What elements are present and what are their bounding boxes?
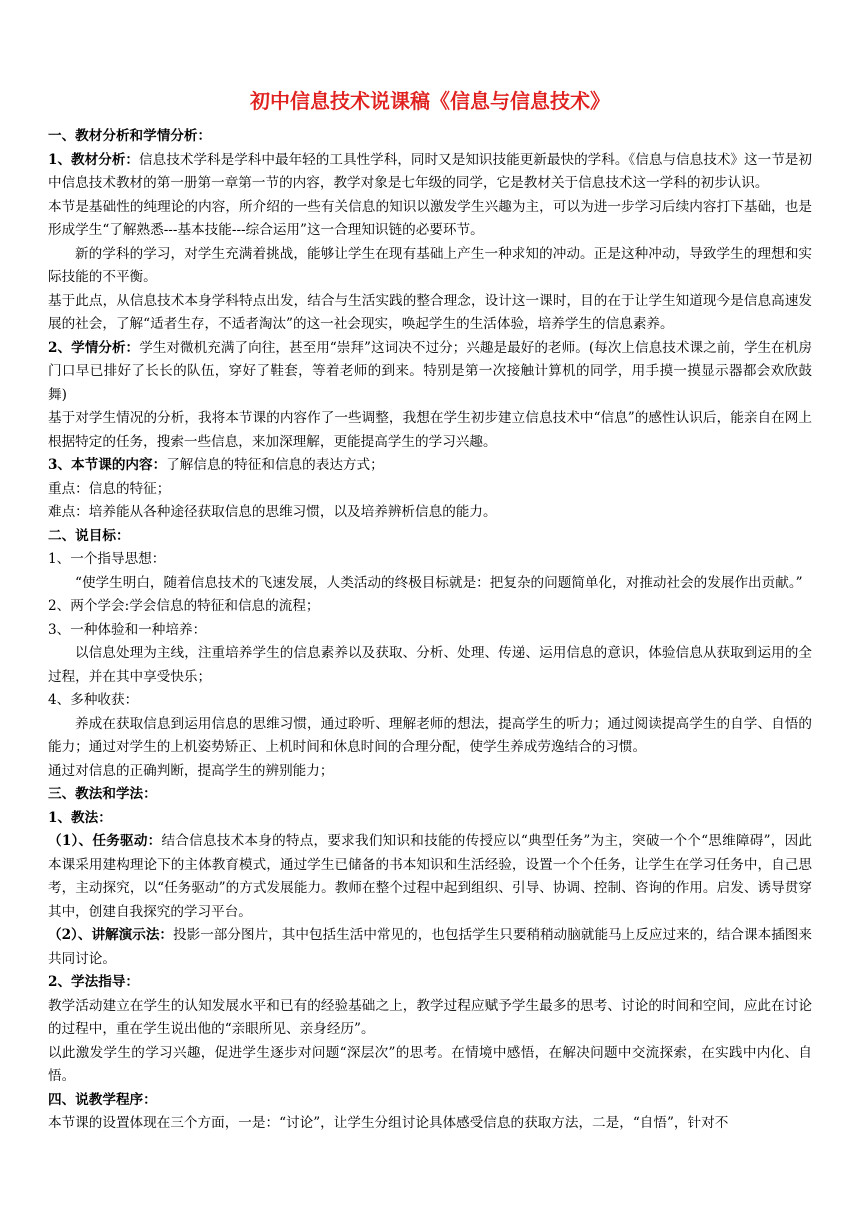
paragraph-task-driven <box>48 830 812 924</box>
text-task-driven: 结合信息技术本身的特点，要求我们知识和技能的传授应以“典型任务”为主，突破一个个“思维障碍”，因此本课采用建构理论下的主体教育模式，通过学生已储备的书本知识和生活经验，设置一个个任务，让学生在学习任务中，自己思考，主动探究，以“任务驱动”的方式发展能力。教师在整个过程中起到组织、引导、协调、控制、咨询的作用。启发、诱导贯穿其中，创建自我探究的学习平台。 <box>48 833 812 920</box>
paragraph-design-intent: 基于此点，从信息技术本身学科特点出发，结合与生活实践的整合理念，设计这一课时，目的在于让学生知道现今是信息高速发展的社会，了解“适者生存，不适者淘汰”的这一社会现实，唤起学生的生活体验，培养学生的信息素养。 <box>48 292 812 332</box>
text-lesson-content: 了解信息的特征和信息的表达方式； <box>166 457 384 473</box>
paragraph-new-subject: 新的学科的学习，对学生充满着挑战，能够让学生在现有基础上产生一种求知的冲动。正是这种冲动，导致学生的理想和实际技能的不平衡。 <box>48 245 812 285</box>
section-heading-3: 三、教法和学法： <box>48 786 157 802</box>
goal-item-4-text-2: 通过对信息的正确判断，提高学生的辨别能力； <box>48 762 334 779</box>
document-page <box>48 86 812 1136</box>
paragraph-lesson-content <box>48 454 812 478</box>
subheading-learning-guidance: 2、学法指导： <box>48 974 140 990</box>
paragraph-guidance-1: 教学活动建立在学生的认知发展水平和已有的经验基础之上，教学过程应赋予学生最多的思考、讨论的时间和空间，应此在讨论的过程中，重在学生说出他的“亲眼所见、亲身经历”。 <box>48 997 812 1037</box>
goal-item-4: 4、多种收获： <box>48 692 139 708</box>
goal-item-2: 2、两个学会:学会信息的特征和信息的流程； <box>48 598 320 614</box>
paragraph-procedure: 本节课的设置体现在三个方面，一是：“讨论”，让学生分组讨论具体感受信息的获取方法，二是，“自悟”，针对不 <box>48 1115 729 1131</box>
section-heading-2: 二、说目标： <box>48 527 130 544</box>
document-title: 初中信息技术说课稿《信息与信息技术》 <box>250 89 610 113</box>
subheading-teaching-method: 1、教法： <box>48 809 112 826</box>
paragraph-difficulty: 难点：培养能从各种途径获取信息的思维习惯，以及培养辨析信息的能力。 <box>48 504 497 520</box>
paragraph-student-analysis <box>48 337 812 408</box>
label-demonstration: （2）、讲解演示法： <box>48 927 174 943</box>
paragraph-textbook-analysis <box>48 149 812 196</box>
goal-item-1-text: “使学生明白，随着信息技术的飞速发展，人类活动的终极目标就是：把复杂的问题简单化，对推动社会的发展作出贡献。” <box>75 574 803 591</box>
label-task-driven: （1）、任务驱动： <box>48 833 162 849</box>
goal-item-4-text: 养成在获取信息到运用信息的思维习惯，通过聆听、理解老师的想法，提高学生的听力；通过阅读提高学生的自学、自悟的能力；通过对学生的上机姿势矫正、上机时间和休息时间的合理分配，使学生养成劳逸结合的习惯。 <box>48 715 812 755</box>
goal-item-3-text: 以信息处理为主线，注重培养学生的信息素养以及获取、分析、处理、传递、运用信息的意识，体验信息从获取到运用的全过程，并在其中享受快乐； <box>48 645 812 685</box>
paragraph-basic-content: 本节是基础性的纯理论的内容，所介绍的一些有关信息的知识以激发学生兴趣为主，可以为进一步学习后续内容打下基础，也是形成学生“了解熟悉---基本技能---综合运用”这一合理知识链的必要环节。 <box>48 198 812 238</box>
paragraph-adjustment: 基于对学生情况的分析，我将本节课的内容作了一些调整，我想在学生初步建立信息技术中“信息”的感性认识后，能亲自在网上根据特定的任务，搜索一些信息，来加深理解，更能提高学生的学习兴趣。 <box>48 410 812 450</box>
text-demonstration: 投影一部分图片，其中包括生活中常见的，也包括学生只要稍稍动脑就能马上反应过来的，结合课本插图来共同讨论。 <box>48 927 812 967</box>
label-lesson-content: 3、本节课的内容： <box>48 457 167 473</box>
text-student-analysis: 学生对微机充满了向往，甚至用“崇拜”这词决不过分；兴趣是最好的老师。(每次上信息技术课之前，学生在机房门口早已排好了长长的队伍，穿好了鞋套，等着老师的到来。特别是第一次接触计算机的同学，用手摸一摸显示器都会欢欣鼓舞) <box>48 339 812 403</box>
goal-item-1: 1、一个指导思想： <box>48 551 166 567</box>
section-heading-4: 四、说教学程序： <box>48 1091 157 1108</box>
paragraph-demonstration <box>48 924 812 971</box>
text-textbook-analysis: 信息技术学科是学科中最年轻的工具性学科，同时又是知识技能更新最快的学科。《信息与信息技术》这一节是初中信息技术教材的第一册第一章第一节的内容，教学对象是七年级的同学，它是教材关于信息技术这一学科的初步认识。 <box>48 151 812 191</box>
goal-item-3: 3、一种体验和一种培养： <box>48 621 207 638</box>
label-student-analysis: 2、学情分析： <box>48 339 140 356</box>
label-textbook-analysis: 1、教材分析： <box>48 151 140 168</box>
paragraph-guidance-2: 以此激发学生的学习兴趣，促进学生逐步对问题“深层次”的思考。在情境中感悟，在解决问题中交流探索，在实践中内化、自悟。 <box>48 1044 812 1084</box>
paragraph-key-point: 重点：信息的特征； <box>48 480 171 497</box>
section-heading-1: 一、教材分析和学情分析： <box>48 128 212 144</box>
